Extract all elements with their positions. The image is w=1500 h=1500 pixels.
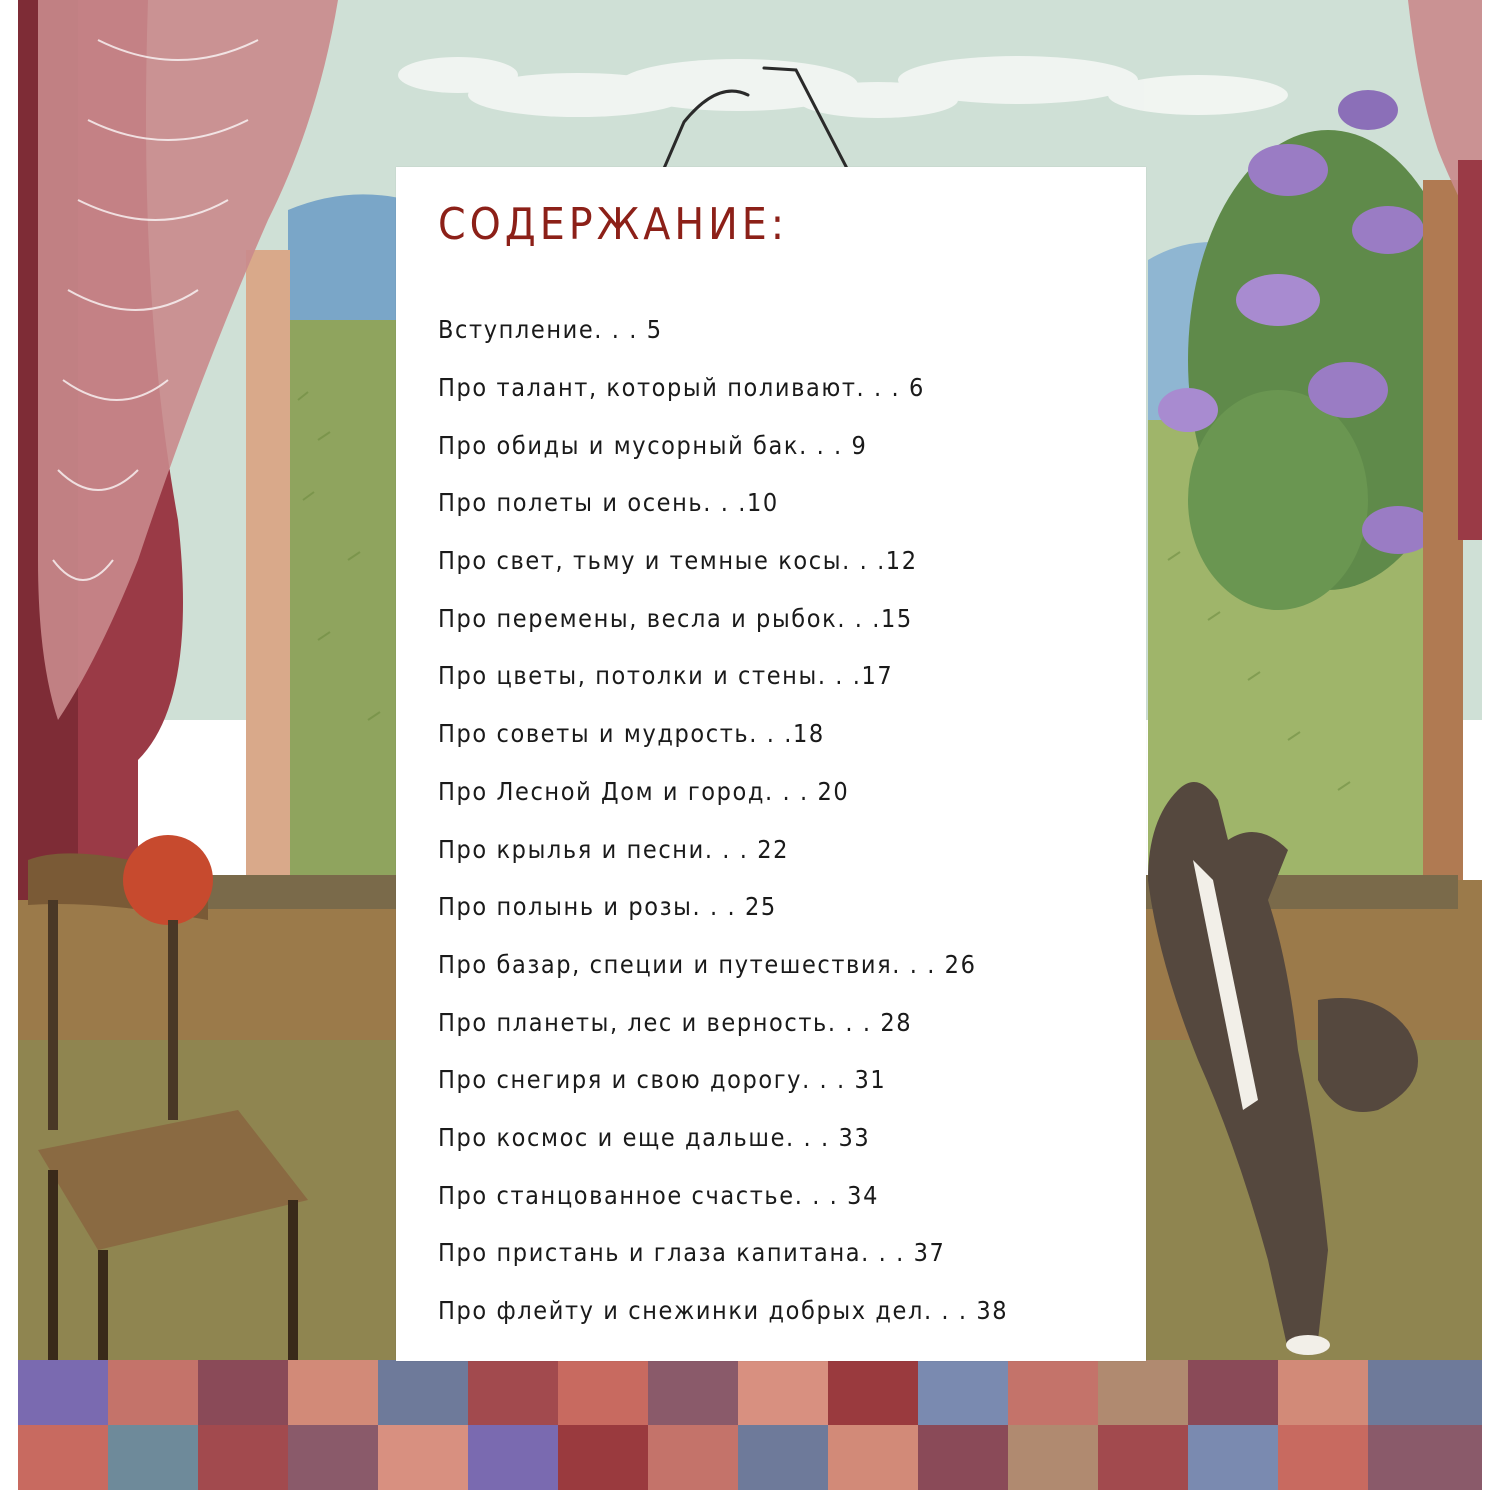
toc-item: Про обиды и мусорный бак. . . 9 bbox=[438, 430, 868, 460]
toc-item: Про цветы, потолки и стены. . .17 bbox=[438, 661, 894, 691]
toc-item: Про пристань и глаза капитана. . . 37 bbox=[438, 1238, 946, 1268]
toc-item: Про базар, специи и путешествия. . . 26 bbox=[438, 949, 977, 979]
toc-list bbox=[438, 301, 1008, 1339]
toc-item: Про крылья и песни. . . 22 bbox=[438, 834, 790, 864]
toc-item: Вступление. . . 5 bbox=[438, 315, 663, 345]
toc-item: Про флейту и снежинки добрых дел. . . 38 bbox=[438, 1296, 1009, 1326]
table-of-contents-card bbox=[396, 167, 1146, 1361]
toc-item: Про снегиря и свою дорогу. . . 31 bbox=[438, 1065, 887, 1095]
toc-item: Про талант, который поливают. . . 6 bbox=[438, 373, 925, 403]
toc-item: Про советы и мудрость. . .18 bbox=[438, 719, 825, 749]
left-window-frame bbox=[246, 250, 290, 890]
toc-item: Про планеты, лес и верность. . . 28 bbox=[438, 1007, 913, 1037]
toc-item: Про Лесной Дом и город. . . 20 bbox=[438, 776, 850, 806]
patchwork-rug bbox=[18, 1360, 1482, 1490]
toc-item: Про станцованное счастье. . . 34 bbox=[438, 1180, 879, 1210]
toc-title: СОДЕРЖАНИЕ: bbox=[438, 199, 789, 250]
toc-item: Про космос и еще дальше. . . 33 bbox=[438, 1122, 871, 1152]
toc-item: Про свет, тьму и темные косы. . .12 bbox=[438, 546, 918, 576]
right-window-frame bbox=[1423, 180, 1463, 880]
toc-item: Про полеты и осень. . .10 bbox=[438, 488, 779, 518]
toc-item: Про полынь и розы. . . 25 bbox=[438, 892, 777, 922]
toc-item: Про перемены, весла и рыбок. . .15 bbox=[438, 603, 913, 633]
